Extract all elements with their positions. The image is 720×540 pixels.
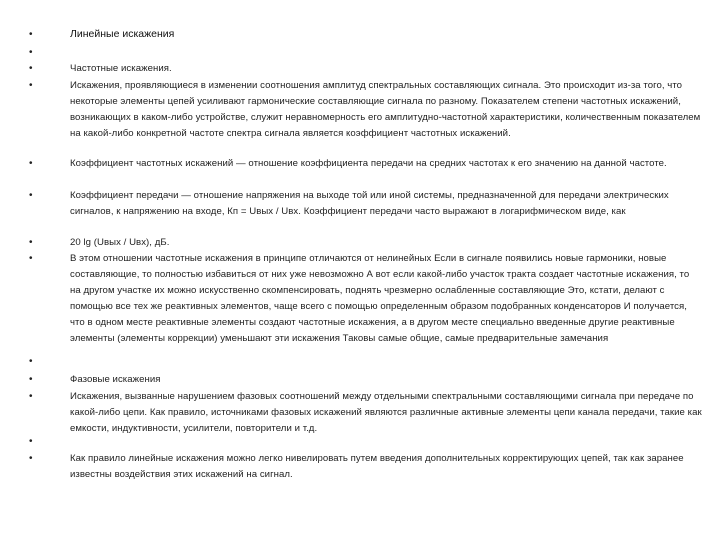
bullet-marker: •	[29, 453, 33, 464]
paragraph-formula: 20 lg (Uвых / Uвх), дБ.	[70, 237, 170, 248]
slide-title: Линейные искажения	[70, 28, 175, 40]
bullet-marker: •	[29, 63, 33, 74]
bullet-marker: •	[29, 190, 33, 201]
bullet-marker: •	[29, 391, 33, 402]
bullet-marker: •	[29, 29, 33, 40]
section-heading-phase: Фазовые искажения	[70, 374, 161, 385]
bullet-marker: •	[29, 374, 33, 385]
paragraph-phase-distortion: Искажения, вызванные нарушением фазовых соотношений между отдельными спектральными составляющими сигнала при передаче по какой-либо цепи. Как правило, источниками фазовых искажений являются различные активные элементы цепи канала передачи, такие как емкости, индуктивности, усилители, повторители и т.д.	[70, 391, 702, 434]
bullet-marker: •	[29, 356, 33, 367]
bullet-marker: •	[29, 158, 33, 169]
bullet-marker: •	[29, 253, 33, 264]
section-heading-frequency: Частотные искажения.	[70, 63, 172, 74]
paragraph-frequency-distortion: Искажения, проявляющиеся в изменении соотношения амплитуд спектральных составляющих сигнала. Это происходит из-за того, что некоторые элементы цепей усиливают гармонические составляющие сигнала по разному. Показателем степени частотных искажений, возникающих в каком-либо устройстве, служит неравномерность его амплитудно-частотной характеристики, количественным показателем на какой-либо конкретной частоте спектра сигнала является коэффициент частотных искажений.	[70, 80, 701, 139]
bullet-marker: •	[29, 47, 33, 58]
paragraph-frequency-coefficient: Коэффициент частотных искажений — отношение коэффициента передачи на средних частотах к его значению на данной частоте.	[70, 158, 667, 169]
bullet-marker: •	[29, 237, 33, 248]
bullet-marker: •	[29, 80, 33, 91]
paragraph-correction: Как правило линейные искажения можно легко нивелировать путем введения дополнительных корректирующих цепей, так как заранее известны воздействия этих искажений на сигнал.	[70, 453, 684, 480]
paragraph-transfer-coefficient: Коэффициент передачи — отношение напряжения на выходе той или иной системы, предназначенной для передачи электрических сигналов, к напряжению на входе, Кп = Uвых / Uвх. Коэффициент передачи часто выражают в логарифмическом виде, как	[70, 190, 669, 217]
bullet-marker: •	[29, 436, 33, 447]
paragraph-compensation: В этом отношении частотные искажения в принципе отличаются от нелинейных Если в сигнале появились новые гармоники, новые составляющие, то полностью избавиться от них уже невозможно А вот если какой-либо участок тракта создает частотные искажения, то на другом участке их можно искусственно скомпенсировать, поднять чрезмерно ослабленные составляющие Это, кстати, делают с помощью все тех же реактивных элементов, чаще всего с помощью определенным образом подобранных конденсаторов И получается, что в одном месте реактивные элементы создают частотные искажения, а в другом месте специально введенные другие реактивные элементы (элементы коррекции) уменьшают эти искажения Таковы самые общие, самые предварительные замечания	[70, 253, 690, 344]
bullet-column	[29, 0, 39, 540]
